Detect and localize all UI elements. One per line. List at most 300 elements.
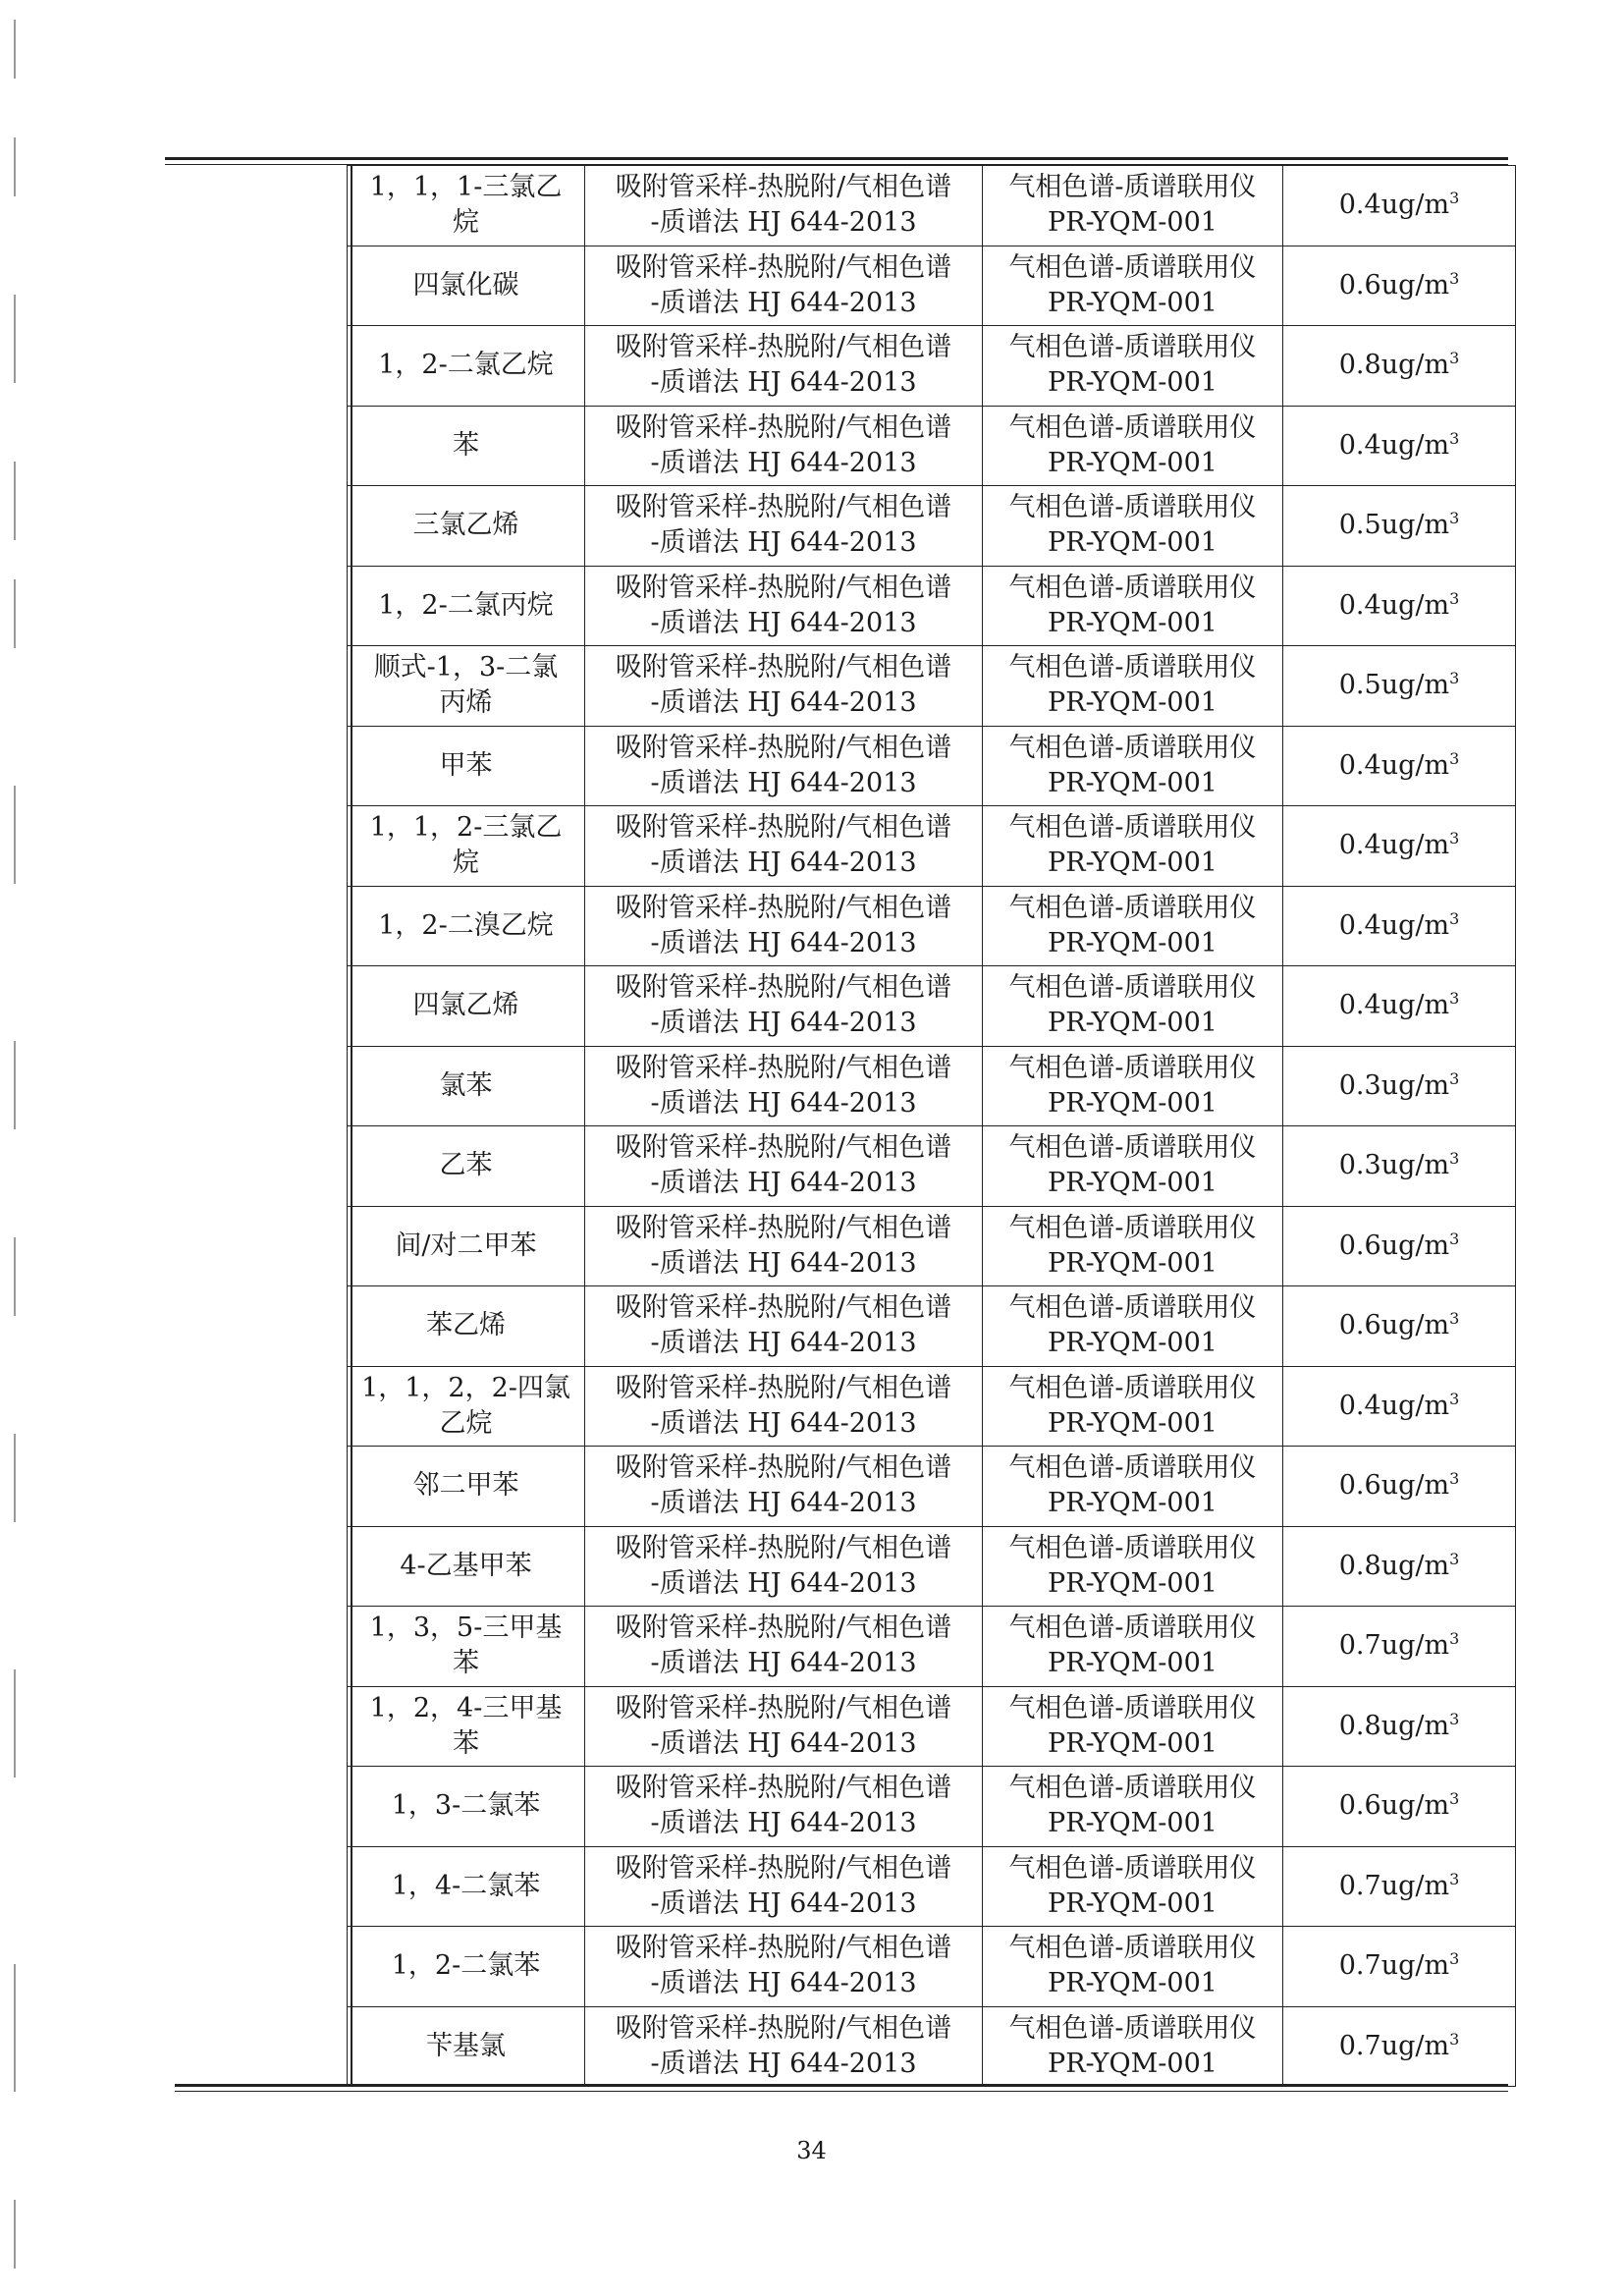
- instrument-cell: [983, 886, 1283, 966]
- analyte-name-cell: [348, 246, 585, 326]
- detection-limit-value: 0.5ug/m: [1338, 510, 1450, 541]
- instrument-line: PR-YQM-001: [1048, 447, 1217, 478]
- instrument-cell: [983, 246, 1283, 326]
- analyte-name-cell: [348, 806, 585, 887]
- unit-exponent: 3: [1449, 1389, 1460, 1408]
- unit-exponent: 3: [1449, 1549, 1460, 1568]
- analyte-name-line: 间/对二甲苯: [395, 1230, 537, 1261]
- analysis-method-line: 吸附管采样-热脱附/气相色谱: [615, 1452, 952, 1484]
- analysis-method-line: 吸附管采样-热脱附/气相色谱: [615, 332, 952, 363]
- unit-exponent: 3: [1449, 908, 1460, 928]
- instrument-line: PR-YQM-001: [1048, 2048, 1217, 2079]
- analyte-name-cell: [348, 1366, 585, 1447]
- table-row: [348, 1447, 1516, 1527]
- instrument-cell: [983, 566, 1283, 646]
- analysis-method-cell: [585, 1686, 983, 1767]
- analysis-method-line: -质谱法 HJ 644-2013: [650, 1968, 917, 1999]
- analysis-method-cell: [585, 486, 983, 567]
- instrument-line: 气相色谱-质谱联用仪: [1008, 812, 1257, 844]
- detection-limit-cell: [1283, 1526, 1516, 1607]
- detection-limit-cell: [1283, 246, 1516, 326]
- instrument-line: 气相色谱-质谱联用仪: [1008, 2012, 1257, 2044]
- analysis-method-line: 吸附管采样-热脱附/气相色谱: [615, 411, 952, 443]
- analysis-method-line: 吸附管采样-热脱附/气相色谱: [615, 1532, 952, 1563]
- analysis-method-line: 吸附管采样-热脱附/气相色谱: [615, 1052, 952, 1083]
- analyte-name-line: 1，2-二氯苯: [391, 1950, 541, 1982]
- instrument-cell: [983, 1126, 1283, 1207]
- analyte-name-line: 苯: [453, 429, 479, 461]
- unit-exponent: 3: [1449, 1789, 1460, 1809]
- analyte-name-line: 1，2-二溴乙烷: [378, 909, 554, 941]
- unit-exponent: 3: [1449, 1949, 1460, 1969]
- detection-limit-value: 0.6ug/m: [1338, 269, 1450, 301]
- detection-limit-cell: [1283, 1046, 1516, 1126]
- analysis-method-line: -质谱法 HJ 644-2013: [650, 927, 917, 958]
- analyte-name-cell: [348, 1686, 585, 1767]
- instrument-cell: [983, 1927, 1283, 2007]
- unit-exponent: 3: [1449, 588, 1460, 608]
- analysis-method-line: -质谱法 HJ 644-2013: [650, 1247, 917, 1279]
- instrument-cell: [983, 1366, 1283, 1447]
- analyte-name-cell: [348, 1046, 585, 1126]
- instrument-cell: [983, 1286, 1283, 1367]
- table-row: [348, 806, 1516, 887]
- analyte-name-cell: [348, 566, 585, 646]
- analysis-method-line: 吸附管采样-热脱附/气相色谱: [615, 1132, 952, 1164]
- detection-limit-cell: [1283, 886, 1516, 966]
- table-row: [348, 646, 1516, 727]
- instrument-line: PR-YQM-001: [1048, 1887, 1217, 1919]
- analyte-name-line: 苯乙烯: [426, 1310, 506, 1341]
- analyte-name-line: 氯苯: [439, 1069, 493, 1101]
- analysis-method-line: -质谱法 HJ 644-2013: [650, 1648, 917, 1679]
- instrument-line: PR-YQM-001: [1048, 847, 1217, 879]
- table-row: [348, 2006, 1516, 2087]
- analysis-method-cell: [585, 1927, 983, 2007]
- analyte-name-cell: [348, 1927, 585, 2007]
- analyte-name-line: 顺式-1，3-二氯: [373, 652, 559, 683]
- detection-limit-cell: [1283, 1126, 1516, 1207]
- analyte-name-line: 邻二甲苯: [412, 1470, 519, 1502]
- detection-limit-cell: [1283, 486, 1516, 567]
- detection-limit-value: 0.6ug/m: [1338, 1470, 1450, 1502]
- analysis-method-line: -质谱法 HJ 644-2013: [650, 447, 917, 478]
- detection-limit-value: 0.7ug/m: [1338, 1950, 1450, 1982]
- analysis-method-line: 吸附管采样-热脱附/气相色谱: [615, 1933, 952, 1964]
- analysis-method-cell: [585, 1447, 983, 1527]
- analyte-name-cell: [348, 2006, 585, 2087]
- detection-limit-cell: [1283, 1846, 1516, 1927]
- instrument-cell: [983, 2006, 1283, 2087]
- table-row: [348, 966, 1516, 1047]
- instrument-line: 气相色谱-质谱联用仪: [1008, 332, 1257, 363]
- instrument-line: PR-YQM-001: [1048, 1168, 1217, 1199]
- analyte-name-line: 1，1，2，2-四氯: [361, 1372, 570, 1403]
- unit-exponent: 3: [1449, 829, 1460, 848]
- instrument-line: PR-YQM-001: [1048, 1727, 1217, 1759]
- detection-limit-value: 0.6ug/m: [1338, 1790, 1450, 1822]
- instrument-line: PR-YQM-001: [1048, 207, 1217, 239]
- instrument-line: 气相色谱-质谱联用仪: [1008, 972, 1257, 1004]
- analysis-method-line: 吸附管采样-热脱附/气相色谱: [615, 492, 952, 523]
- detection-limit-cell: [1283, 406, 1516, 486]
- detection-limit-value: 0.4ug/m: [1338, 749, 1450, 781]
- analysis-method-line: 吸附管采样-热脱附/气相色谱: [615, 812, 952, 844]
- detection-limit-value: 0.3ug/m: [1338, 1150, 1450, 1181]
- scan-edge-mark: [14, 579, 16, 648]
- table-top-rule: [165, 157, 1508, 165]
- instrument-line: 气相色谱-质谱联用仪: [1008, 1452, 1257, 1484]
- instrument-line: PR-YQM-001: [1048, 927, 1217, 958]
- instrument-line: PR-YQM-001: [1048, 287, 1217, 318]
- analysis-method-line: -质谱法 HJ 644-2013: [650, 1168, 917, 1199]
- analyte-name-cell: [348, 886, 585, 966]
- instrument-cell: [983, 1526, 1283, 1607]
- instrument-cell: [983, 966, 1283, 1047]
- analysis-method-line: -质谱法 HJ 644-2013: [650, 687, 917, 719]
- detection-limit-value: 0.4ug/m: [1338, 909, 1450, 941]
- table-row: [348, 1126, 1516, 1207]
- table-row: [348, 1366, 1516, 1447]
- analyte-name-line: 三氯乙烯: [412, 510, 519, 541]
- instrument-line: 气相色谱-质谱联用仪: [1008, 492, 1257, 523]
- detection-limit-cell: [1283, 326, 1516, 407]
- scan-edge-mark: [14, 1964, 16, 2092]
- analysis-method-cell: [585, 1206, 983, 1286]
- table-row: [348, 166, 1516, 246]
- scan-edge-mark: [14, 2200, 16, 2269]
- detection-limit-value: 0.4ug/m: [1338, 429, 1450, 461]
- scan-edge-mark: [14, 1041, 16, 1129]
- analyte-name-cell: [348, 1767, 585, 1847]
- analysis-method-cell: [585, 726, 983, 806]
- instrument-cell: [983, 326, 1283, 407]
- analyte-name-line: 烷: [453, 207, 479, 239]
- analysis-method-cell: [585, 2006, 983, 2087]
- analyte-name-cell: [348, 646, 585, 727]
- analysis-method-line: 吸附管采样-热脱附/气相色谱: [615, 892, 952, 923]
- analyte-name-line: 乙苯: [439, 1150, 493, 1181]
- analysis-method-line: -质谱法 HJ 644-2013: [650, 1407, 917, 1439]
- analysis-method-line: -质谱法 HJ 644-2013: [650, 1727, 917, 1759]
- analysis-method-cell: [585, 966, 983, 1047]
- analysis-method-cell: [585, 246, 983, 326]
- analyte-name-cell: [348, 726, 585, 806]
- unit-exponent: 3: [1449, 509, 1460, 528]
- unit-exponent: 3: [1449, 428, 1460, 448]
- instrument-cell: [983, 1767, 1283, 1847]
- analyte-name-line: 烷: [453, 847, 479, 879]
- analyte-name-line: 1，2-二氯乙烷: [378, 350, 554, 381]
- detection-limit-cell: [1283, 1686, 1516, 1767]
- detection-limit-value: 0.4ug/m: [1338, 830, 1450, 861]
- table-row: [348, 486, 1516, 567]
- instrument-line: 气相色谱-质谱联用仪: [1008, 1532, 1257, 1563]
- instrument-line: PR-YQM-001: [1048, 1808, 1217, 1839]
- detection-limit-cell: [1283, 1206, 1516, 1286]
- unit-exponent: 3: [1449, 349, 1460, 368]
- unit-exponent: 3: [1449, 189, 1460, 208]
- detection-limit-cell: [1283, 1767, 1516, 1847]
- analyte-name-line: 1，2-二氯丙烷: [378, 589, 554, 621]
- detection-limit-cell: [1283, 1447, 1516, 1527]
- detection-limit-value: 0.8ug/m: [1338, 1550, 1450, 1581]
- unit-exponent: 3: [1449, 669, 1460, 688]
- instrument-line: 气相色谱-质谱联用仪: [1008, 732, 1257, 763]
- instrument-line: PR-YQM-001: [1048, 1087, 1217, 1119]
- table-row: [348, 246, 1516, 326]
- detection-limit-cell: [1283, 726, 1516, 806]
- analysis-method-line: -质谱法 HJ 644-2013: [650, 287, 917, 318]
- table-body: [348, 166, 1516, 2087]
- detection-limit-cell: [1283, 806, 1516, 887]
- instrument-line: 气相色谱-质谱联用仪: [1008, 1372, 1257, 1403]
- unit-exponent: 3: [1449, 989, 1460, 1009]
- detection-limit-cell: [1283, 1366, 1516, 1447]
- analyte-name-line: 1，3-二氯苯: [391, 1790, 541, 1822]
- unit-exponent: 3: [1449, 748, 1460, 768]
- unit-exponent: 3: [1449, 1629, 1460, 1649]
- instrument-line: 气相色谱-质谱联用仪: [1008, 572, 1257, 603]
- analysis-method-line: 吸附管采样-热脱附/气相色谱: [615, 1212, 952, 1243]
- analysis-method-cell: [585, 1767, 983, 1847]
- analyte-name-cell: [348, 326, 585, 407]
- analysis-method-cell: [585, 646, 983, 727]
- analyte-name-line: 1，1，1-三氯乙: [369, 172, 563, 203]
- analyte-name-line: 乙烷: [439, 1407, 493, 1439]
- analysis-method-line: 吸附管采样-热脱附/气相色谱: [615, 1292, 952, 1324]
- analysis-method-line: -质谱法 HJ 644-2013: [650, 767, 917, 798]
- detection-limit-value: 0.5ug/m: [1338, 670, 1450, 701]
- analysis-method-line: -质谱法 HJ 644-2013: [650, 1087, 917, 1119]
- analysis-method-line: -质谱法 HJ 644-2013: [650, 367, 917, 399]
- analysis-method-cell: [585, 326, 983, 407]
- detection-limit-value: 0.4ug/m: [1338, 990, 1450, 1021]
- analyte-name-line: 1，2，4-三甲基: [369, 1692, 563, 1723]
- instrument-cell: [983, 1607, 1283, 1687]
- table-row: [348, 1686, 1516, 1767]
- analyte-name-cell: [348, 1206, 585, 1286]
- analysis-method-line: -质谱法 HJ 644-2013: [650, 847, 917, 879]
- scan-edge-mark: [14, 1669, 16, 1777]
- instrument-line: PR-YQM-001: [1048, 1247, 1217, 1279]
- analysis-method-line: 吸附管采样-热脱附/气相色谱: [615, 1613, 952, 1644]
- instrument-line: PR-YQM-001: [1048, 1328, 1217, 1359]
- analyte-name-line: 1，1，2-三氯乙: [369, 812, 563, 844]
- analysis-method-line: -质谱法 HJ 644-2013: [650, 1567, 917, 1599]
- unit-exponent: 3: [1449, 1469, 1460, 1489]
- detection-limit-value: 0.6ug/m: [1338, 1310, 1450, 1341]
- analysis-method-line: -质谱法 HJ 644-2013: [650, 1488, 917, 1519]
- scan-edge-mark: [14, 462, 16, 540]
- analysis-method-line: 吸附管采样-热脱附/气相色谱: [615, 1692, 952, 1723]
- instrument-line: PR-YQM-001: [1048, 367, 1217, 399]
- analysis-method-line: 吸附管采样-热脱附/气相色谱: [615, 1372, 952, 1403]
- analysis-method-cell: [585, 1607, 983, 1687]
- instrument-line: 气相色谱-质谱联用仪: [1008, 1212, 1257, 1243]
- analysis-method-cell: [585, 886, 983, 966]
- detection-limit-cell: [1283, 166, 1516, 246]
- instrument-cell: [983, 1686, 1283, 1767]
- instrument-line: 气相色谱-质谱联用仪: [1008, 1052, 1257, 1083]
- analyte-name-line: 四氯化碳: [412, 269, 519, 301]
- table-row: [348, 726, 1516, 806]
- unit-exponent: 3: [1449, 1149, 1460, 1169]
- table-bottom-rule: [175, 2084, 1508, 2092]
- detection-limit-value: 0.7ug/m: [1338, 2030, 1450, 2061]
- instrument-line: 气相色谱-质谱联用仪: [1008, 1692, 1257, 1723]
- analysis-method-cell: [585, 1126, 983, 1207]
- instrument-line: 气相色谱-质谱联用仪: [1008, 1773, 1257, 1804]
- instrument-line: PR-YQM-001: [1048, 1008, 1217, 1039]
- analysis-method-cell: [585, 1366, 983, 1447]
- scan-edge-mark: [14, 137, 16, 196]
- analyte-name-cell: [348, 1286, 585, 1367]
- analyte-name-line: 苯: [453, 1727, 479, 1759]
- analyte-name-cell: [348, 966, 585, 1047]
- analysis-method-line: -质谱法 HJ 644-2013: [650, 527, 917, 559]
- detection-limit-cell: [1283, 1607, 1516, 1687]
- instrument-line: 气相色谱-质谱联用仪: [1008, 892, 1257, 923]
- instrument-line: 气相色谱-质谱联用仪: [1008, 1292, 1257, 1324]
- instrument-cell: [983, 166, 1283, 246]
- table-row: [348, 886, 1516, 966]
- analysis-method-line: 吸附管采样-热脱附/气相色谱: [615, 2012, 952, 2044]
- instrument-line: 气相色谱-质谱联用仪: [1008, 1852, 1257, 1884]
- detection-methods-table: [347, 165, 1516, 2087]
- table-row: [348, 1767, 1516, 1847]
- analyte-name-cell: [348, 1607, 585, 1687]
- table-row: [348, 1846, 1516, 1927]
- analysis-method-line: -质谱法 HJ 644-2013: [650, 1328, 917, 1359]
- analyte-name-line: 丙烯: [439, 687, 493, 719]
- instrument-cell: [983, 406, 1283, 486]
- detection-limit-value: 0.8ug/m: [1338, 350, 1450, 381]
- analysis-method-cell: [585, 406, 983, 486]
- analyte-name-cell: [348, 406, 585, 486]
- analyte-name-cell: [348, 1526, 585, 1607]
- detection-limit-value: 0.6ug/m: [1338, 1230, 1450, 1261]
- analysis-method-cell: [585, 1846, 983, 1927]
- unit-exponent: 3: [1449, 1068, 1460, 1088]
- scan-edge-mark: [14, 1434, 16, 1522]
- analyte-name-cell: [348, 1846, 585, 1927]
- analysis-method-cell: [585, 1046, 983, 1126]
- table-row: [348, 1927, 1516, 2007]
- unit-exponent: 3: [1449, 268, 1460, 288]
- detection-limit-value: 0.7ug/m: [1338, 1630, 1450, 1662]
- analyte-name-cell: [348, 166, 585, 246]
- unit-exponent: 3: [1449, 1229, 1460, 1248]
- analysis-method-line: 吸附管采样-热脱附/气相色谱: [615, 251, 952, 283]
- table-row: [348, 1526, 1516, 1607]
- instrument-cell: [983, 726, 1283, 806]
- analyte-name-cell: [348, 486, 585, 567]
- detection-limit-value: 0.8ug/m: [1338, 1710, 1450, 1741]
- instrument-line: PR-YQM-001: [1048, 1567, 1217, 1599]
- analyte-name-line: 四氯乙烯: [412, 990, 519, 1021]
- table-row: [348, 1607, 1516, 1687]
- analyte-name-line: 1，4-二氯苯: [391, 1870, 541, 1901]
- analysis-method-line: 吸附管采样-热脱附/气相色谱: [615, 732, 952, 763]
- instrument-line: PR-YQM-001: [1048, 1648, 1217, 1679]
- scan-edge-mark: [14, 20, 16, 79]
- scan-edge-mark: [14, 295, 16, 383]
- analysis-method-line: -质谱法 HJ 644-2013: [650, 207, 917, 239]
- analysis-method-line: -质谱法 HJ 644-2013: [650, 2048, 917, 2079]
- analyte-name-line: 1，3，5-三甲基: [369, 1613, 563, 1644]
- analysis-method-line: -质谱法 HJ 644-2013: [650, 1808, 917, 1839]
- table-row: [348, 566, 1516, 646]
- analyte-name-cell: [348, 1447, 585, 1527]
- instrument-cell: [983, 1206, 1283, 1286]
- detection-limit-value: 0.4ug/m: [1338, 190, 1450, 221]
- unit-exponent: 3: [1449, 2029, 1460, 2049]
- detection-limit-cell: [1283, 646, 1516, 727]
- analysis-method-line: 吸附管采样-热脱附/气相色谱: [615, 972, 952, 1004]
- analysis-method-cell: [585, 566, 983, 646]
- instrument-line: 气相色谱-质谱联用仪: [1008, 1613, 1257, 1644]
- analysis-method-line: 吸附管采样-热脱附/气相色谱: [615, 1773, 952, 1804]
- table-row: [348, 406, 1516, 486]
- analysis-method-line: 吸附管采样-热脱附/气相色谱: [615, 172, 952, 203]
- unit-exponent: 3: [1449, 1869, 1460, 1888]
- detection-limit-cell: [1283, 2006, 1516, 2087]
- table-row: [348, 1286, 1516, 1367]
- table-row: [348, 1046, 1516, 1126]
- instrument-line: 气相色谱-质谱联用仪: [1008, 411, 1257, 443]
- analysis-method-line: 吸附管采样-热脱附/气相色谱: [615, 652, 952, 683]
- instrument-line: PR-YQM-001: [1048, 1488, 1217, 1519]
- detection-limit-cell: [1283, 966, 1516, 1047]
- analysis-method-cell: [585, 1526, 983, 1607]
- instrument-line: PR-YQM-001: [1048, 767, 1217, 798]
- instrument-line: PR-YQM-001: [1048, 527, 1217, 559]
- detection-limit-cell: [1283, 566, 1516, 646]
- detection-limit-cell: [1283, 1927, 1516, 2007]
- detection-limit-value: 0.3ug/m: [1338, 1069, 1450, 1101]
- instrument-line: PR-YQM-001: [1048, 687, 1217, 719]
- analysis-method-line: 吸附管采样-热脱附/气相色谱: [615, 572, 952, 603]
- analysis-method-cell: [585, 166, 983, 246]
- page-number: 34: [796, 2137, 827, 2164]
- instrument-cell: [983, 806, 1283, 887]
- instrument-line: 气相色谱-质谱联用仪: [1008, 251, 1257, 283]
- analysis-method-cell: [585, 1286, 983, 1367]
- instrument-line: PR-YQM-001: [1048, 1407, 1217, 1439]
- unit-exponent: 3: [1449, 1709, 1460, 1728]
- instrument-line: 气相色谱-质谱联用仪: [1008, 172, 1257, 203]
- detection-limit-value: 0.4ug/m: [1338, 589, 1450, 621]
- analysis-method-line: -质谱法 HJ 644-2013: [650, 1008, 917, 1039]
- instrument-cell: [983, 1046, 1283, 1126]
- analyte-name-line: 苄基氯: [426, 2030, 506, 2061]
- table-row: [348, 1206, 1516, 1286]
- table-row: [348, 326, 1516, 407]
- analyte-name-cell: [348, 1126, 585, 1207]
- analysis-method-line: 吸附管采样-热脱附/气相色谱: [615, 1852, 952, 1884]
- analysis-method-line: -质谱法 HJ 644-2013: [650, 1887, 917, 1919]
- instrument-line: 气相色谱-质谱联用仪: [1008, 1933, 1257, 1964]
- analysis-method-line: -质谱法 HJ 644-2013: [650, 607, 917, 638]
- instrument-line: PR-YQM-001: [1048, 607, 1217, 638]
- analysis-method-cell: [585, 806, 983, 887]
- instrument-cell: [983, 486, 1283, 567]
- detection-limit-value: 0.4ug/m: [1338, 1390, 1450, 1421]
- instrument-cell: [983, 1447, 1283, 1527]
- instrument-line: PR-YQM-001: [1048, 1968, 1217, 1999]
- instrument-cell: [983, 1846, 1283, 1927]
